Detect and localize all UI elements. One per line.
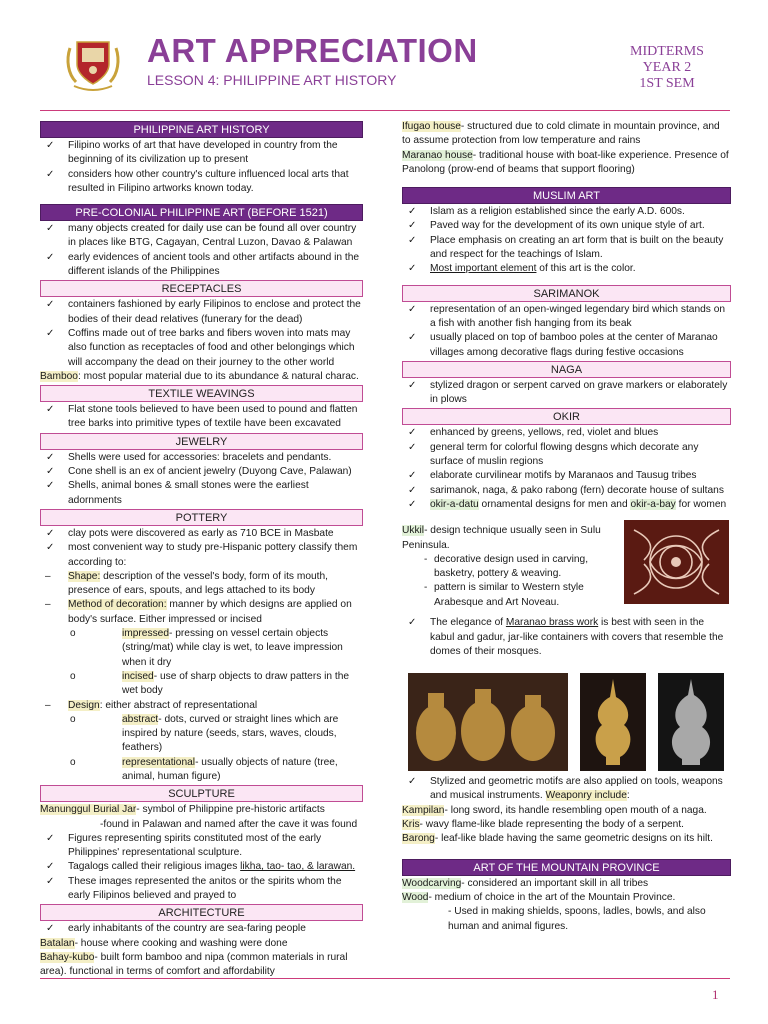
list-item: ✓ Cone shell is an ex of ancient jewelry (Duyong Cave, Palawan) xyxy=(40,465,363,479)
term-year: YEAR 2 xyxy=(642,60,692,75)
ifugao-house-note: Ifugao house- structured due to cold climate in mountain province, and to assume protection from low temperature and rains xyxy=(402,121,720,147)
dash-icon: – xyxy=(45,570,51,582)
school-seal-logo xyxy=(62,34,124,96)
list-item: ✓ elaborate curvilinear motifs by Maranaos and Tausug tribes xyxy=(402,469,731,483)
check-icon: ✓ xyxy=(408,470,417,482)
list-item: – Design: either abstract of representational xyxy=(40,699,363,713)
section-header-sarimanok: SARIMANOK xyxy=(402,285,731,302)
check-icon: ✓ xyxy=(46,832,55,844)
manunggul-jar-note-2: -found in Palawan and named after the cave it was found xyxy=(100,818,358,830)
list-item: ✓ early inhabitants of the country are sea-faring people xyxy=(40,922,363,936)
wood-note: Wood- medium of choice in the art of the Mountain Province. xyxy=(402,891,676,903)
check-icon: ✓ xyxy=(46,466,55,478)
section-header-textile: TEXTILE WEAVINGS xyxy=(40,385,363,402)
kris-note: Kris- wavy flame-like blade representing the body of a serpent. xyxy=(402,819,684,831)
page-header xyxy=(0,0,768,110)
header-divider xyxy=(40,110,730,111)
section-header-sculpture: SCULPTURE xyxy=(40,785,363,802)
list-item: ✓ Coffins made out of tree barks and fibers woven into mats may also function as receptacles of food and other belongings which will accompany the dead on their journey to the other world xyxy=(46,327,355,368)
list-item: ✓ Islam as a religion established since the early A.D. 600s. xyxy=(402,205,731,219)
section-header-pre-colonial: PRE-COLONIAL PHILIPPINE ART (BEFORE 1521) xyxy=(40,204,363,221)
check-icon: ✓ xyxy=(408,617,417,629)
section-header-mountain-province: ART OF THE MOUNTAIN PROVINCE xyxy=(402,859,731,876)
check-icon: ✓ xyxy=(46,542,55,554)
barong-note: Barong- leaf-like blade having the same geometric designs on its hilt. xyxy=(402,833,713,845)
right-column xyxy=(402,120,731,934)
brass-vessels-photo xyxy=(408,673,568,771)
circle-bullet-icon: o xyxy=(70,628,76,640)
check-icon: ✓ xyxy=(46,168,55,180)
check-icon: ✓ xyxy=(46,861,55,873)
brass-images xyxy=(402,673,731,775)
check-icon: ✓ xyxy=(46,223,55,235)
check-icon: ✓ xyxy=(46,527,55,539)
list-item: ✓ The elegance of Maranao brass work is best with seen in the kabul and gadur, jar-like containers with covers that resemble the domes of their mosques. xyxy=(408,617,724,657)
ukkil-block xyxy=(402,524,731,616)
list-item: ✓ usually placed on top of bamboo poles at the center of Maranao villages among decorative flags during festive occasions xyxy=(408,332,718,358)
section-header-okir: OKIR xyxy=(402,408,731,425)
check-icon: ✓ xyxy=(46,327,55,339)
list-item: o impressed- pressing on vessel certain objects (string/mat) while clay is wet, to leave impression when it dry xyxy=(70,628,343,668)
list-item: – Shape: description of the vessel's body, form of its mouth, presence of ears, spouts, and legs attached to its body xyxy=(45,570,328,597)
check-icon: ✓ xyxy=(408,484,417,496)
section-header-receptacles: RECEPTACLES xyxy=(40,280,363,297)
dash-icon: – xyxy=(45,599,51,611)
section-header-muslim-art: MUSLIM ART xyxy=(402,187,731,204)
check-icon: ✓ xyxy=(408,379,417,391)
section-header-philippine-art-history: PHILIPPINE ART HISTORY xyxy=(40,121,363,138)
list-item: ✓ early evidences of ancient tools and other artifacts abound in the different islands of the Philippines xyxy=(46,251,360,278)
term-midterms: MIDTERMS xyxy=(630,44,704,59)
check-icon: ✓ xyxy=(408,206,417,218)
list-item: ✓ Most important element of this art is the color. xyxy=(402,262,731,276)
footer-divider xyxy=(40,978,730,979)
check-icon: ✓ xyxy=(408,234,417,246)
list-item: – Method of decoration: manner by which designs are applied on body's surface. Either impressed or incised xyxy=(45,599,352,625)
bamboo-note: Bamboo: most popular material due to its abundance & natural charac. xyxy=(40,370,359,382)
list-item: ✓ These images represented the anitos or the spirits whom the early Filipinos believed and prayed to xyxy=(46,875,342,902)
section-header-naga: NAGA xyxy=(402,361,731,378)
list-item: o incised- use of sharp objects to draw patters in the wet body xyxy=(70,670,350,697)
section-header-architecture: ARCHITECTURE xyxy=(40,904,363,921)
list-item: ✓ clay pots were discovered as early as 710 BCE in Masbate xyxy=(40,527,363,541)
ukkil-pattern-image xyxy=(624,520,729,604)
section-header-pottery: POTTERY xyxy=(40,509,363,526)
list-item: ✓ stylized dragon or serpent carved on grave markers or elaborately in plows xyxy=(408,379,728,406)
circle-bullet-icon: o xyxy=(70,670,76,682)
check-icon: ✓ xyxy=(408,303,417,315)
dash-icon: - xyxy=(424,582,428,594)
list-item: ✓ most convenient way to study pre-Hispanic pottery classify them according to: xyxy=(46,542,358,568)
lesson-subtitle: LESSON 4: PHILIPPINE ART HISTORY xyxy=(147,72,397,88)
check-icon: ✓ xyxy=(46,251,55,263)
circle-bullet-icon: o xyxy=(70,756,76,768)
check-icon: ✓ xyxy=(408,427,417,439)
check-icon: ✓ xyxy=(408,441,417,453)
check-icon: ✓ xyxy=(46,404,55,416)
check-icon: ✓ xyxy=(46,140,55,151)
check-icon: ✓ xyxy=(408,263,417,275)
check-icon: ✓ xyxy=(408,332,417,344)
left-column xyxy=(40,120,363,980)
bahay-kubo-note: Bahay-kubo- built form bamboo and nipa (common materials in rural area). functional in terms of comfort and affordability xyxy=(40,951,348,978)
dash-icon: - xyxy=(424,553,428,565)
dash-icon: – xyxy=(45,699,51,711)
check-icon: ✓ xyxy=(408,776,417,788)
term-sem: 1ST SEM xyxy=(639,76,695,91)
silver-gadur-photo xyxy=(658,673,724,771)
check-icon: ✓ xyxy=(408,498,417,510)
list-item: ✓ Place emphasis on creating an art form that is built on the beauty and respect for the teachings of Islam. xyxy=(408,234,724,261)
check-icon: ✓ xyxy=(46,299,55,311)
list-item: ✓ considers how other country's culture influenced local arts that resulted in Filipino artworks known today. xyxy=(46,168,349,194)
list-item: o abstract- dots, curved or straight lines which are inspired by nature (seeds, stars, waves, clouds, feathers) xyxy=(70,713,339,754)
section-header-jewelry: JEWELRY xyxy=(40,433,363,450)
brass-gadur-photo xyxy=(580,673,646,771)
manunggul-jar-note: Manunggul Burial Jar- symbol of Philippine pre-historic artifacts xyxy=(40,804,325,816)
circle-bullet-icon: o xyxy=(70,713,76,725)
kampilan-note: Kampilan- long sword, its handle resembling open mouth of a naga. xyxy=(402,804,707,816)
list-item: ✓ enhanced by greens, yellows, red, violet and blues xyxy=(402,426,731,440)
page-title: ART APPRECIATION xyxy=(147,32,478,69)
maranao-house-note: Maranao house- traditional house with boat-like experience. Presence of Panolong (prow-end of beams that support flooring) xyxy=(402,149,729,175)
list-item: ✓ Paved way for the development of its own unique style of art. xyxy=(402,219,731,233)
page-number: 1 xyxy=(712,987,719,1002)
list-item: ✓ general term for colorful flowing desgns which decorate any surface of muslin regions xyxy=(408,441,699,468)
check-icon: ✓ xyxy=(46,875,55,887)
list-item: - decorative design used in carving, basketry, pottery & weaving. xyxy=(424,553,589,580)
batalan-note: Batalan- house where cooking and washing were done xyxy=(40,937,288,949)
term-info xyxy=(612,44,722,92)
list-item: ✓ okir-a-datu ornamental designs for men and okir-a-bay for women xyxy=(402,498,731,512)
check-icon: ✓ xyxy=(46,923,55,935)
list-item: ✓ Filipino works of art that have developed in country from the beginning of its civilization up to present xyxy=(46,140,338,166)
list-item: - pattern is similar to Western style Arabesque and Art Noveau. xyxy=(424,582,584,608)
wood-uses-note: - Used in making shields, spoons, ladles, bowls, and also human and animal figures. xyxy=(448,906,706,932)
check-icon: ✓ xyxy=(408,220,417,232)
list-item: o representational- usually objects of nature (tree, animal, human figure) xyxy=(70,756,338,782)
list-item: ✓ representation of an open-winged legendary bird which stands on a fish with another fish hanging from its beak xyxy=(408,303,726,329)
check-icon: ✓ xyxy=(46,480,55,492)
list-item: ✓ many objects created for daily use can be found all over country in places like BTG, Cagayan, Central Luzon, Davao & Palawan xyxy=(46,223,357,249)
list-item: ✓ Shells, animal bones & small stones were the earliest adornments xyxy=(46,480,309,506)
list-item: ✓ Figures representing spirits constituted most of the early Philippines' representational sculpture. xyxy=(46,832,322,859)
list-item: ✓ Shells were used for accessories: bracelets and pendants. xyxy=(40,451,363,465)
woodcarving-note: Woodcarving- considered an important skill in all tribes xyxy=(402,877,649,889)
check-icon: ✓ xyxy=(46,451,55,463)
ukkil-note: Ukkil- design technique usually seen in Sulu Peninsula. xyxy=(402,525,601,551)
list-item: ✓ sarimanok, naga, & pako rabong (fern) decorate house of sultans xyxy=(402,484,731,498)
list-item: ✓ Flat stone tools believed to have been used to pound and flatten tree barks into primitive types of textile have been excavated xyxy=(46,404,358,430)
list-item: ✓ Tagalogs called their religious images likha, tao- tao, & larawan. xyxy=(40,860,363,874)
list-item: ✓ Stylized and geometric motifs are also applied on tools, weapons and musical instruments. Weaponry include: xyxy=(408,776,723,802)
list-item: ✓ containers fashioned by early Filipinos to enclose and protect the bodies of their dead relatives (funerary for the dead) xyxy=(46,299,361,325)
